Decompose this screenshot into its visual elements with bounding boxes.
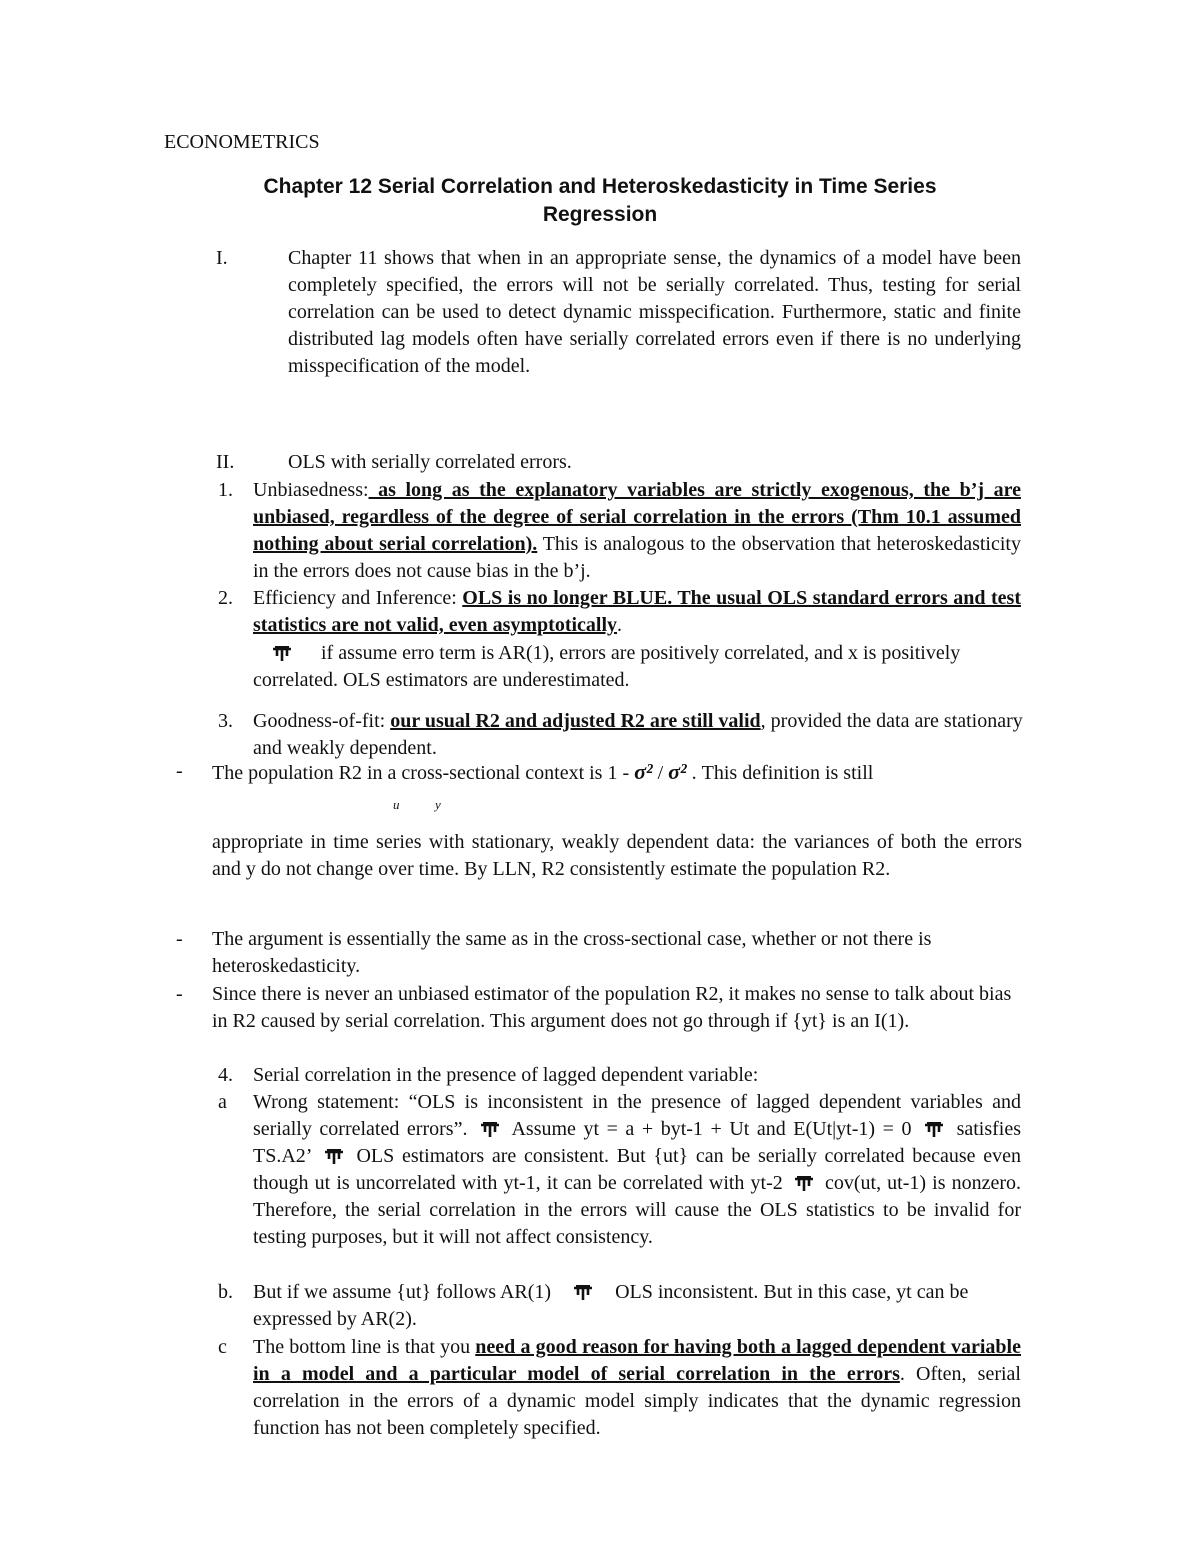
item-3-emphasis: our usual R2 and adjusted R2 are still valid [390,710,761,732]
item-a-part-4: OLS estimators are consistent. But {ut} can be serially correlated because even though ut is uncorrelated with yt-1, it can be correlated with yt-2 [253,1145,1022,1194]
formula-slash: / [652,762,669,784]
implies-arrow-icon [923,1122,945,1138]
sigma-squared-y: σ² [668,759,687,784]
item-1-emphasis: as long as the explanatory variables are strictly exogenous, the b’j are unbiased, regardless of the degree of serial correlation in the errors (Thm 10.1 assumed nothing about serial correlation). [253,479,1021,555]
dash-2-text: The argument is essentially the same as in the cross-sectional case, whether or not there is heteroskedasticity. [212,928,932,977]
list-marker: a [218,1091,227,1113]
item-2-note-text: if assume erro term is AR(1), errors are positively correlated, and x is positively correlated. OLS estimators are underestimated. [253,642,961,691]
list-marker: 4. [218,1064,233,1086]
list-marker: 2. [218,587,233,609]
subscript-u: u [393,797,400,812]
section-marker: II. [216,451,235,473]
item-b-part-2: OLS inconsistent. But in this case, yt can be expressed by AR(2). [253,1281,969,1330]
dash-1-line [212,758,1022,787]
item-b-paragraph [253,1279,1021,1333]
list-marker: b. [218,1281,233,1303]
item-a-part-1: Wrong statement: “OLS is inconsistent in the presence of lagged dependent variables and serially correlated errors”. [253,1091,1021,1140]
dash-marker: - [176,928,183,950]
chapter-title: Chapter 12 Serial Correlation and Heteroskedasticity in Time Series Regression [263,175,937,226]
item-3-paragraph [253,708,1025,762]
dash-marker: - [176,983,183,1005]
dash-1-continuation: appropriate in time series with stationary, weakly dependent data: the variances of both the errors and y do not change over time. By LLN, R2 consistently estimate the population R2. [212,831,1022,880]
dash-3-text: Since there is never an unbiased estimator of the population R2, it makes no sense to talk about bias in R2 caused by serial correlation. This argument does not go through if {yt} is an I(1). [212,983,1012,1032]
item-c-rest: . Often, serial correlation in the errors of a dynamic model simply indicates that the dynamic regression function has not been completely specified. [253,1363,1021,1439]
sigma-squared-u: σ² [634,759,653,784]
item-a-part-3: satisfies TS.A2’ [253,1118,1022,1167]
dash-1-text-a: The population R2 in a cross-sectional context is 1 - [212,762,635,784]
section-marker: I. [216,247,228,269]
item-2-note [253,640,1025,694]
dash-marker: - [176,760,183,782]
item-1-paragraph [253,477,1021,585]
item-2-paragraph [253,585,1021,639]
item-1-rest: This is analogous to the observation that heteroskedasticity in the errors does not cause bias in the b’j. [253,533,1021,582]
section-2-text: OLS with serially correlated errors. [288,451,572,473]
item-2-emphasis: OLS is no longer BLUE. The usual OLS standard errors and test statistics are not valid, even asymptotically [253,587,1021,636]
item-c-emphasis: need a good reason for having both a lagged dependent variable in a model and a particular model of serial correlation in the errors [253,1336,1021,1385]
implies-arrow-icon [271,646,293,662]
item-c-paragraph [253,1334,1021,1442]
item-2-lead: Efficiency and Inference: [253,587,463,609]
item-3-rest: , provided the data are stationary and weakly dependent. [253,710,1023,759]
list-marker: 3. [218,710,233,732]
item-a-part-5: cov(ut, ut-1) is nonzero. Therefore, the serial correlation in the errors will cause the OLS statistics to be invalid for testing purposes, but it will not affect consistency. [253,1172,1021,1248]
section-1-text: Chapter 11 shows that when in an appropriate sense, the dynamics of a model have been completely specified, the errors will not be serially correlated. Thus, testing for serial correlation can be used to detect dynamic misspecification. Furthermore, static and finite distributed lag models often have serially correlated errors even if there is no underlying misspecification of the model. [288,247,1021,377]
item-a-part-2: Assume yt = a + byt-1 + Ut and E(Ut|yt-1) = 0 [511,1118,912,1140]
list-marker: c [218,1336,227,1358]
item-2-end: . [617,614,623,636]
subscript-y: y [435,797,441,812]
item-3-lead: Goodness-of-fit: [253,710,391,732]
item-4-text: Serial correlation in the presence of lagged dependent variable: [253,1064,759,1086]
item-b-part-1: But if we assume {ut} follows AR(1) [253,1281,552,1303]
item-a-paragraph [253,1089,1021,1251]
implies-arrow-icon [479,1122,501,1138]
list-marker: 1. [218,479,233,501]
implies-arrow-icon [793,1176,815,1192]
implies-arrow-icon [323,1149,345,1165]
document-header: ECONOMETRICS [164,131,320,153]
dash-1-text-b: . This definition is still [686,762,874,784]
item-1-lead: Unbiasedness: [253,479,369,501]
item-c-lead: The bottom line is that you [253,1336,476,1358]
implies-arrow-icon [572,1285,594,1301]
